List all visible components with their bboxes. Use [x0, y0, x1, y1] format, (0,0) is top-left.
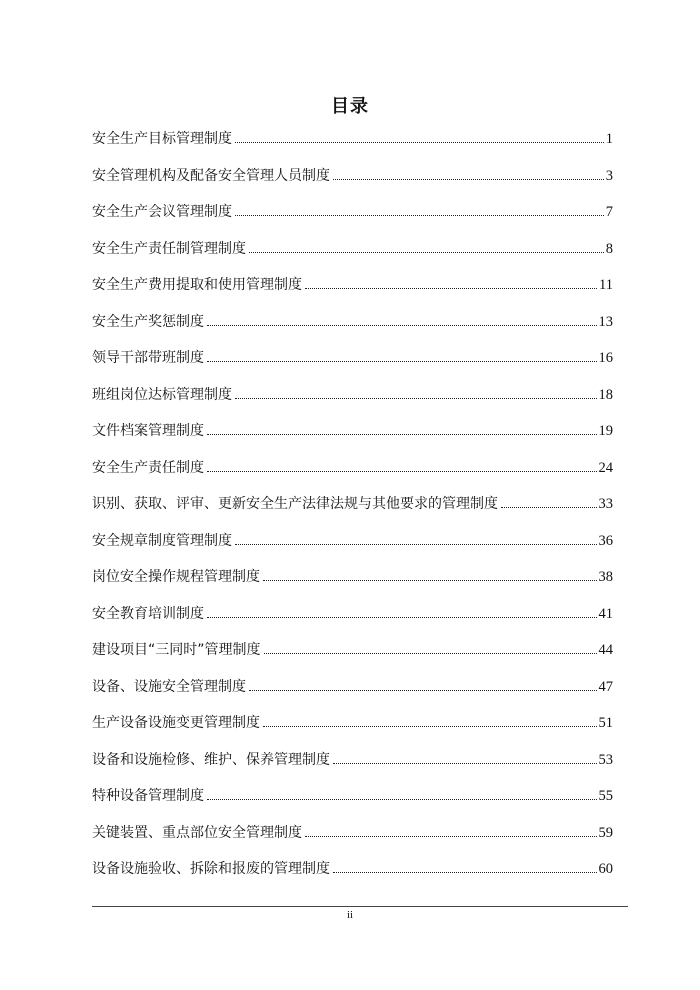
dot-leader	[207, 325, 597, 326]
dot-leader	[207, 799, 597, 800]
toc-entry-page: 13	[598, 313, 613, 330]
toc-entry-page: 1	[605, 131, 613, 147]
dot-leader	[249, 252, 604, 253]
dot-leader	[333, 763, 597, 764]
toc-entry-page: 33	[598, 496, 613, 512]
toc-entry[interactable]	[92, 197, 613, 234]
dot-leader	[333, 872, 597, 873]
dot-leader	[207, 617, 597, 618]
toc-entry-label: 安全规章制度管理制度	[92, 532, 232, 549]
toc-entry-label: 建设项目“三同时”管理制度	[92, 642, 261, 658]
toc-entry-label: 领导干部带班制度	[92, 350, 204, 366]
toc-entry-label: 安全管理机构及配备安全管理人员制度	[92, 167, 330, 184]
toc-entry[interactable]	[92, 854, 613, 891]
dot-leader	[207, 361, 597, 362]
dot-leader	[305, 836, 597, 837]
dot-leader	[333, 179, 604, 180]
toc-entry-label: 班组岗位达标管理制度	[92, 386, 232, 403]
toc-entry-label: 设备和设施检修、维护、保养管理制度	[92, 751, 330, 768]
dot-leader	[235, 142, 604, 143]
toc-entry-page: 44	[598, 642, 613, 658]
toc-entry[interactable]	[92, 234, 613, 271]
toc-entry-label: 安全生产会议管理制度	[92, 204, 232, 220]
toc-entry-page: 41	[598, 605, 613, 622]
toc-entry[interactable]	[92, 781, 613, 818]
dot-leader	[305, 288, 597, 289]
toc-entry[interactable]	[92, 416, 613, 453]
toc-entry[interactable]	[92, 270, 613, 307]
toc-entry[interactable]	[92, 489, 613, 526]
toc-entry-page: 53	[598, 751, 613, 768]
toc-entry-label: 岗位安全操作规程管理制度	[92, 569, 260, 585]
toc-entry[interactable]	[92, 453, 613, 490]
toc-entry-label: 安全教育培训制度	[92, 605, 204, 622]
toc-entry-page: 3	[605, 167, 613, 184]
toc-entry-label: 关键装置、重点部位安全管理制度	[92, 824, 302, 841]
page-title: 目录	[331, 96, 369, 117]
dot-leader	[264, 653, 597, 654]
toc-entry-label: 安全生产费用提取和使用管理制度	[92, 277, 302, 293]
toc-entry-label: 安全生产责任制度	[92, 459, 204, 476]
toc-entry-page: 18	[598, 386, 613, 403]
toc-entry-label: 安全生产目标管理制度	[92, 131, 232, 147]
toc-entry-label: 生产设备设施变更管理制度	[92, 715, 260, 731]
dot-leader	[249, 690, 597, 691]
dot-leader	[263, 580, 597, 581]
toc-entry-label: 设备、设施安全管理制度	[92, 678, 246, 695]
table-of-contents	[92, 124, 613, 891]
toc-entry-label: 文件档案管理制度	[92, 423, 204, 439]
toc-entry[interactable]	[92, 745, 613, 782]
dot-leader	[263, 726, 597, 727]
toc-entry-page: 51	[598, 715, 613, 731]
dot-leader	[235, 544, 597, 545]
toc-entry-label: 设备设施验收、拆除和报废的管理制度	[92, 861, 330, 877]
dot-leader	[235, 215, 604, 216]
toc-entry-page: 11	[599, 277, 613, 293]
dot-leader	[235, 398, 597, 399]
toc-entry-page: 36	[598, 532, 613, 549]
toc-entry[interactable]	[92, 562, 613, 599]
toc-entry-page: 16	[598, 350, 613, 366]
toc-entry-page: 19	[598, 423, 613, 439]
toc-entry-page: 24	[598, 459, 613, 476]
toc-entry-page: 7	[605, 204, 613, 220]
footer-divider	[92, 906, 628, 907]
toc-entry-page: 60	[598, 861, 613, 877]
toc-entry-label: 安全生产责任制管理制度	[92, 240, 246, 257]
toc-entry[interactable]	[92, 380, 613, 417]
toc-entry[interactable]	[92, 708, 613, 745]
toc-entry[interactable]	[92, 672, 613, 709]
dot-leader	[207, 434, 597, 435]
toc-entry-label: 特种设备管理制度	[92, 788, 204, 804]
dot-leader	[207, 471, 597, 472]
toc-entry[interactable]	[92, 161, 613, 198]
toc-entry-page: 8	[605, 240, 613, 257]
toc-entry-page: 59	[598, 824, 613, 841]
toc-entry[interactable]	[92, 124, 613, 161]
toc-entry[interactable]	[92, 635, 613, 672]
dot-leader	[501, 507, 597, 508]
toc-entry[interactable]	[92, 343, 613, 380]
toc-entry-page: 38	[598, 569, 613, 585]
footer-page-number: ii	[346, 909, 354, 921]
toc-entry[interactable]	[92, 818, 613, 855]
toc-entry[interactable]	[92, 526, 613, 563]
toc-entry[interactable]	[92, 599, 613, 636]
toc-entry-label: 安全生产奖惩制度	[92, 313, 204, 330]
toc-entry[interactable]	[92, 307, 613, 344]
toc-entry-page: 47	[598, 678, 613, 695]
toc-entry-label: 识别、获取、评审、更新安全生产法律法规与其他要求的管理制度	[92, 496, 498, 512]
toc-entry-page: 55	[598, 788, 613, 804]
